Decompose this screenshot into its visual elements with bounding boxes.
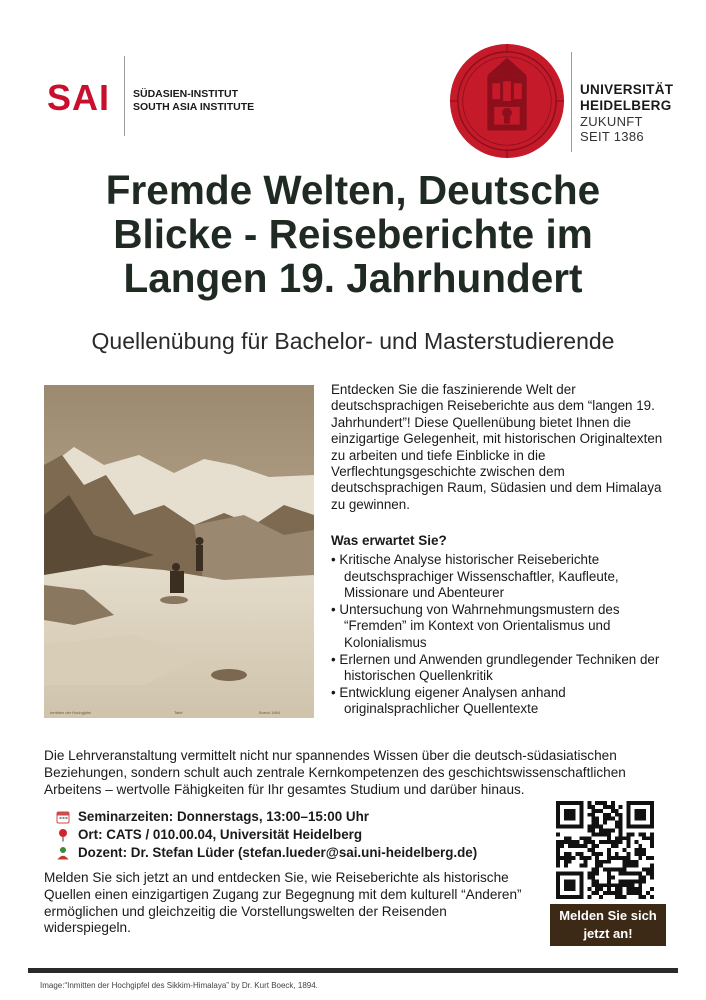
expectations-list xyxy=(331,552,676,718)
register-label-line1: Melden Sie sich xyxy=(559,908,657,923)
university-name-line2: HEIDELBERG xyxy=(580,98,672,113)
himalaya-photo xyxy=(44,385,314,718)
svg-text:Boeck 1894: Boeck 1894 xyxy=(259,710,281,715)
intro-text: Entdecken Sie die faszinierende Welt der deutschsprachigen Reiseberichte aus dem “langen 19. Jahrhundert”! Diese Quellenübung bietet Ihnen die einzigartige Gelegenheit, mit historischen Originaltexten zu arbeiten und tiefe Einblicke in die Verflechtungsgeschichte zwischen dem deutschsprachigen Raum, Südasien und dem Himalaya zu gewinnen. xyxy=(331,382,663,512)
register-button[interactable] xyxy=(550,904,666,946)
svg-text:Tafel: Tafel xyxy=(174,710,183,715)
svg-text:Inmitten der Hochgipfel: Inmitten der Hochgipfel xyxy=(50,710,92,715)
sai-institute-name xyxy=(133,88,254,114)
description-paragraph: Die Lehrveranstaltung vermittelt nicht nur spannendes Wissen über die deutsch-südasiatischen Beziehungen, sondern schult auch zentrale Kernkompetenzen des geschichtswissenschaftlichen Arbeitens – wertvolle Fähigkeiten für Ihr gesamtes Studium und darüber hinaus. xyxy=(44,748,626,797)
footer-divider xyxy=(28,968,678,973)
list-item: • Kritische Analyse historischer Reiseberichte deutschsprachiger Wissenschaftler, Kaufleute, Missionare und Abenteurer xyxy=(331,552,676,602)
expectations-heading: Was erwartet Sie? xyxy=(331,533,447,548)
university-tagline-line1: ZUKUNFT xyxy=(580,114,643,129)
info-location xyxy=(56,826,477,844)
info-times xyxy=(56,808,477,826)
image-credit: Image:“Inmitten der Hochgipfel des Sikkim-Himalaya” by Dr. Kurt Boeck, 1894. xyxy=(40,981,318,990)
list-item: • Untersuchung von Wahrnehmungsmustern des “Fremden” im Kontext von Orientalismus und Kolonialismus xyxy=(331,602,676,652)
page-subtitle: Quellenübung für Bachelor- und Masterstudierende xyxy=(91,328,615,354)
course-info xyxy=(56,808,477,862)
calendar-icon xyxy=(56,810,70,824)
title-line3: Langen 19. Jahrhundert xyxy=(123,255,583,301)
page-title xyxy=(30,168,676,300)
header-divider-left xyxy=(124,56,125,136)
map-pin-icon xyxy=(56,828,70,842)
sai-name-en: SOUTH ASIA INSTITUTE xyxy=(133,101,255,113)
sai-name-de: SÜDASIEN-INSTITUT xyxy=(133,88,238,100)
header-divider-right xyxy=(571,52,572,152)
title-line2: Blicke - Reiseberichte im xyxy=(113,211,593,257)
closing-paragraph: Melden Sie sich jetzt an und entdecken Sie, wie Reiseberichte als historische Quellen einen einzigartigen Zugang zur Begegnung mit dem kulturell “Anderen” ermöglichen und gleichzeitig die Vorstellungswelten der Reisenden widerspiegeln. xyxy=(44,870,522,936)
university-name xyxy=(580,82,673,114)
info-lecturer xyxy=(56,844,477,862)
title-line1: Fremde Welten, Deutsche xyxy=(105,167,601,213)
person-icon xyxy=(56,846,70,860)
register-label-line2: jetzt an! xyxy=(583,926,633,941)
university-tagline-line2: SEIT 1386 xyxy=(580,129,644,144)
list-item: • Entwicklung eigener Analysen anhand originalsprachlicher Quellentexte xyxy=(331,685,676,718)
info-times-text: Seminarzeiten: Donnerstags, 13:00–15:00 Uhr xyxy=(78,809,369,824)
university-tagline xyxy=(580,114,644,144)
sai-logo: SAI xyxy=(47,77,111,118)
university-name-line1: UNIVERSITÄT xyxy=(580,82,674,97)
qr-code[interactable] xyxy=(556,801,654,899)
info-lecturer-text: Dozent: Dr. Stefan Lüder (stefan.lueder@sai.uni-heidelberg.de) xyxy=(78,845,478,860)
university-seal-icon xyxy=(448,42,566,160)
info-location-text: Ort: CATS / 010.00.04, Universität Heidelberg xyxy=(78,827,363,842)
list-item: • Erlernen und Anwenden grundlegender Techniken der historischen Quellenkritik xyxy=(331,652,676,685)
